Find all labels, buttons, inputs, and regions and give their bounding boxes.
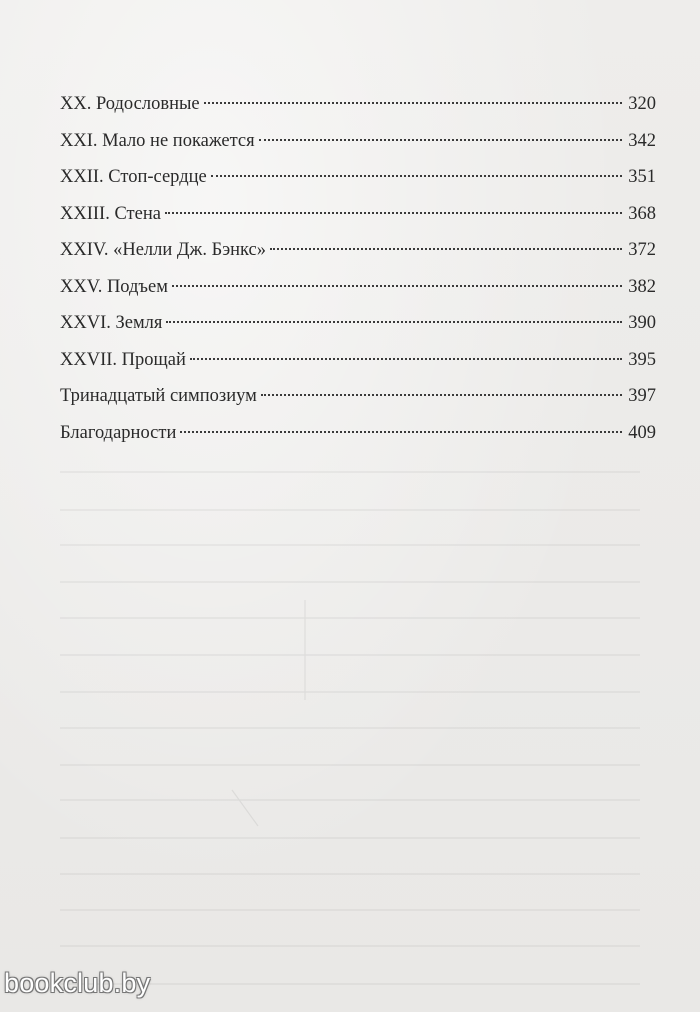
toc-entry-page-number: 382 (628, 276, 656, 297)
toc-entry-page-number: 368 (628, 203, 656, 224)
toc-entry (60, 415, 656, 452)
toc-entry (60, 159, 656, 196)
toc-entry (60, 232, 656, 269)
dot-leader (204, 102, 623, 104)
toc-entry-page-number: 320 (628, 94, 656, 114)
toc-entry (60, 378, 656, 415)
toc-entry-title: Тринадцатый симпозиум (60, 386, 257, 406)
toc-entry-title: XXIV. «Нелли Дж. Бэнкс» (60, 240, 267, 260)
dot-leader (166, 321, 622, 323)
table-of-contents (60, 86, 656, 451)
toc-entry-page-number: 397 (628, 386, 656, 406)
dot-leader (259, 139, 623, 141)
dot-leader (172, 285, 622, 287)
dot-leader (270, 248, 622, 250)
toc-entry-title: XXVI. Земля (60, 313, 163, 333)
toc-entry-title: XXV. Подъем (60, 276, 168, 297)
toc-entry (60, 196, 656, 233)
dot-leader (180, 431, 622, 433)
toc-entry (60, 269, 656, 306)
toc-entry-page-number: 351 (628, 167, 656, 187)
toc-entry-title: XXVII. Прощай (60, 349, 186, 370)
toc-entry-page-number: 342 (628, 130, 656, 151)
toc-entry-title: XXI. Мало не покажется (60, 130, 255, 151)
toc-entry-page-number: 395 (628, 349, 656, 370)
dot-leader (261, 394, 622, 396)
toc-entry-page-number: 409 (628, 422, 656, 443)
toc-entry-title: XXIII. Стена (60, 203, 161, 224)
dot-leader (165, 212, 622, 214)
toc-entry-title: XXII. Стоп-сердце (60, 167, 207, 187)
toc-entry-title: XX. Родословные (60, 94, 200, 114)
toc-entry (60, 123, 656, 160)
toc-entry (60, 305, 656, 342)
toc-entry (60, 342, 656, 379)
dot-leader (211, 175, 623, 177)
toc-entry-page-number: 372 (628, 240, 656, 260)
dot-leader (190, 358, 622, 360)
toc-entry-page-number: 390 (628, 313, 656, 333)
toc-entry-title: Благодарности (60, 422, 177, 443)
toc-entry (60, 86, 656, 123)
watermark-text: bookclub.by (4, 968, 151, 998)
